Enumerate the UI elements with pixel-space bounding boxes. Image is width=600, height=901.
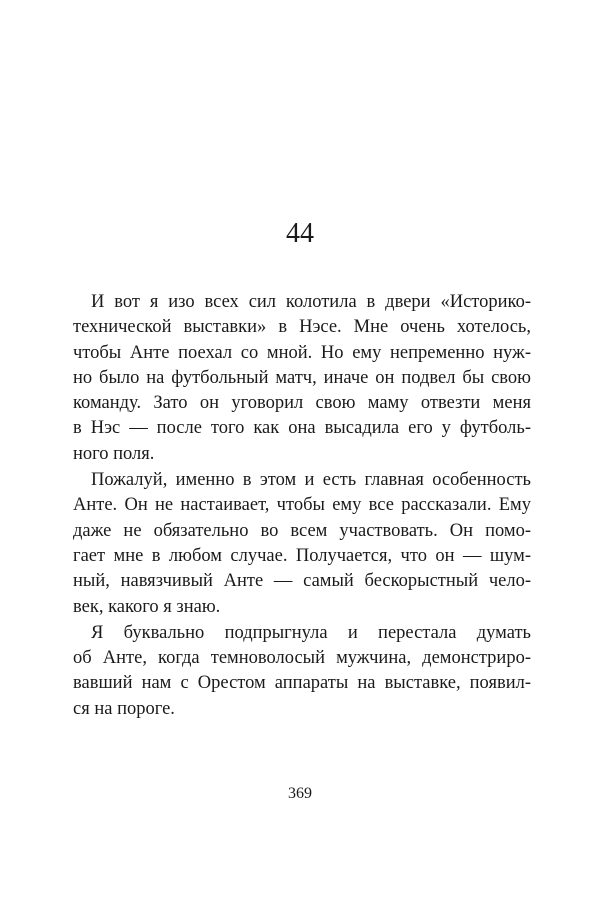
text-line: команду. Зато он уговорил свою маму отвезти меня bbox=[73, 393, 531, 414]
text-line: Пожалуй, именно в этом и есть главная особенность bbox=[91, 470, 531, 491]
page-number: 369 bbox=[288, 785, 312, 802]
text-line: технической выставки» в Нэсе. Мне очень хотелось, bbox=[73, 317, 531, 338]
chapter-number: 44 bbox=[286, 218, 314, 249]
text-line: в Нэс — после того как она высадила его у футболь- bbox=[73, 418, 531, 439]
text-line: Я буквально подпрыгнула и перестала думать bbox=[91, 622, 531, 643]
text-line: ный, навязчивый Анте — самый бескорыстный чело- bbox=[73, 571, 531, 592]
text-line: Анте. Он не настаивает, чтобы ему все рассказали. Ему bbox=[73, 495, 531, 516]
text-line: ного поля. bbox=[73, 443, 155, 464]
paragraph-1 bbox=[73, 290, 531, 467]
text-line: чтобы Анте поехал со мной. Но ему непременно нуж- bbox=[73, 342, 531, 363]
text-line: вавший нам с Орестом аппараты на выставке, появил- bbox=[73, 673, 531, 694]
text-line: век, какого я знаю. bbox=[73, 596, 221, 617]
paragraph-3 bbox=[73, 621, 531, 722]
body-text bbox=[73, 290, 531, 722]
text-line: об Анте, когда темноволосый мужчина, демонстриро- bbox=[73, 648, 531, 669]
text-line: гает мне в любом случае. Получается, что он — шум- bbox=[73, 545, 531, 566]
text-line: ся на пороге. bbox=[73, 698, 175, 719]
text-line: даже не обязательно во всем участвовать. Он помо- bbox=[73, 520, 531, 541]
paragraph-2 bbox=[73, 468, 531, 620]
text-line: И вот я изо всех сил колотила в двери «Историко- bbox=[91, 292, 531, 312]
text-line: но было на футбольный матч, иначе он подвел бы свою bbox=[73, 367, 531, 388]
